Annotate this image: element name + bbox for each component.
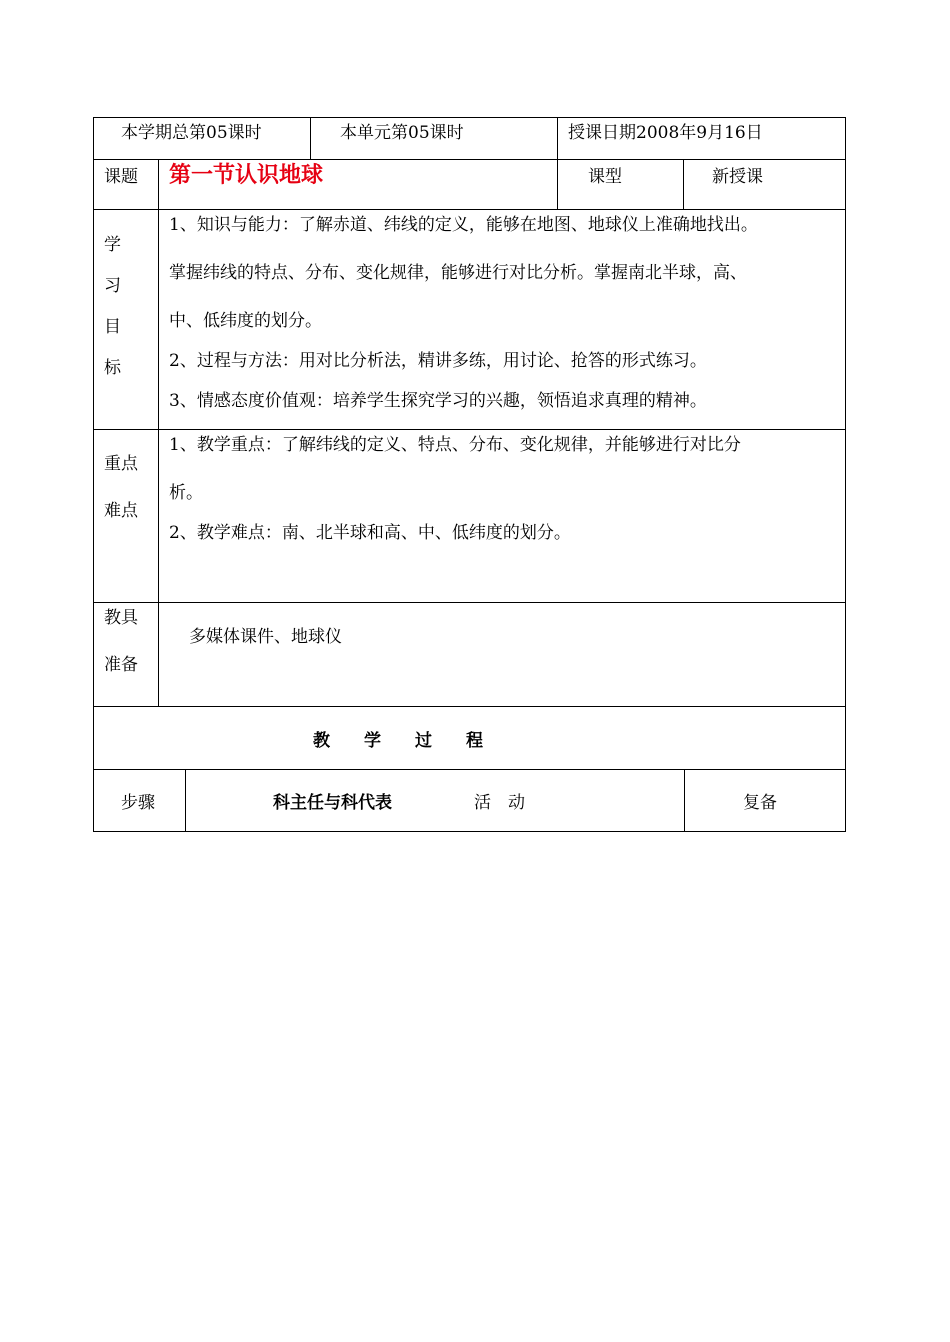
activity-label: 活 动 [474, 793, 525, 813]
tools-content: 多媒体课件、地球仪 [189, 627, 342, 647]
objectives-label-char: 目 [104, 317, 121, 337]
row-divider [93, 429, 846, 430]
objective-line: 3、情感态度价值观：培养学生探究学习的兴趣，领悟追求真理的精神。 [169, 391, 707, 411]
objectives-label-char: 习 [104, 276, 121, 296]
col-divider [557, 117, 558, 210]
row-divider [93, 209, 846, 210]
key-points-label: 重点 [104, 454, 138, 474]
objective-line: 中、低纬度的划分。 [169, 311, 322, 331]
tools-label: 教具 [104, 608, 138, 628]
process-heading: 教 学 过 程 [313, 731, 483, 751]
row-divider [93, 602, 846, 603]
objectives-label-char: 标 [104, 358, 121, 378]
key-points-label: 难点 [104, 501, 138, 521]
col-divider [684, 769, 685, 832]
col-divider [683, 159, 684, 210]
objectives-label-char: 学 [104, 235, 121, 255]
lesson-type-label: 课型 [588, 167, 622, 187]
unit-lesson-count: 本单元第05课时 [340, 123, 464, 143]
key-point-line: 2、教学难点：南、北半球和高、中、低纬度的划分。 [169, 523, 571, 543]
tools-label: 准备 [104, 655, 138, 675]
objective-line: 掌握纬线的特点、分布、变化规律，能够进行对比分析。掌握南北半球，高、 [169, 263, 747, 283]
step-label: 步骤 [121, 793, 155, 813]
col-divider [158, 159, 159, 707]
objectives-label [104, 225, 128, 389]
row-divider [93, 769, 846, 770]
lesson-topic: 第一节认识地球 [169, 163, 324, 188]
key-point-line: 1、教学重点：了解纬线的定义、特点、分布、变化规律，并能够进行对比分 [169, 435, 741, 455]
lesson-date: 授课日期2008年9月16日 [568, 123, 763, 143]
activity-role: 科主任与科代表 [273, 793, 392, 813]
objective-line: 1、知识与能力：了解赤道、纬线的定义，能够在地图、地球仪上准确地找出。 [169, 215, 758, 235]
row-divider [93, 706, 846, 707]
topic-label: 课题 [104, 167, 138, 187]
col-divider [310, 117, 311, 160]
objective-line: 2、过程与方法：用对比分析法，精讲多练，用讨论、抢答的形式练习。 [169, 351, 707, 371]
term-lesson-count: 本学期总第05课时 [121, 123, 262, 143]
key-point-line: 析。 [169, 483, 203, 503]
col-divider [185, 769, 186, 832]
row-divider [93, 159, 846, 160]
review-label: 复备 [743, 793, 777, 813]
lesson-type: 新授课 [712, 167, 763, 187]
